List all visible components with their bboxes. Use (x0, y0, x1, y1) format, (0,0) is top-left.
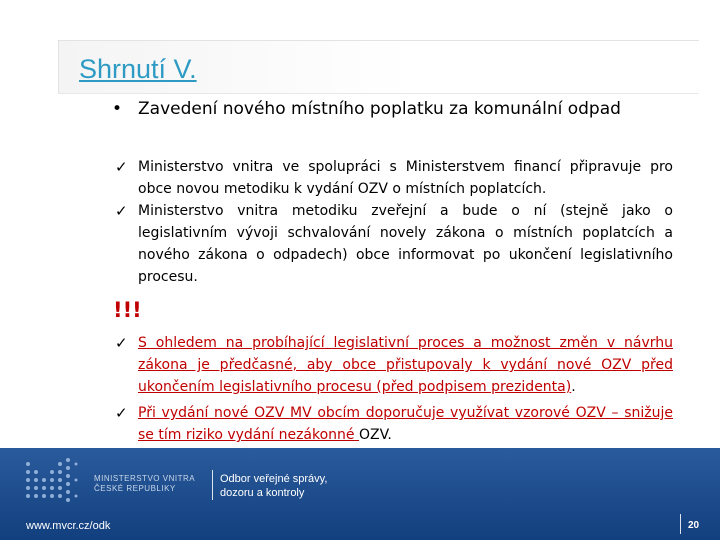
slide-title: Shrnutí V. (79, 54, 197, 84)
department-line: Odbor veřejné správy, (220, 473, 328, 485)
check-item-text: Ministerstvo vnitra metodiku zveřejní a bude o ní (stejně jako o legislativním vývoji schvalování novely zákona o místních poplatcích a nového zákona o odpadech) obce informovat po ukončení legislativního procesu. (138, 203, 673, 285)
recommendation-text: Při vydání nové OZV MV obcím doporučuje využívat vzorové OZV – snižuje se tím riziko vydání nezákonné (138, 405, 673, 443)
page-number: 20 (688, 520, 700, 531)
ministry-logo-icon (24, 456, 88, 508)
check-item (115, 156, 673, 200)
warning-tail: . (571, 379, 576, 395)
warning-text: S ohledem na probíhající legislativní proces a možnost změn v návrhu zákona je předčasné, aby obce přistupovaly k vydání nové OZV před ukončením legislativního procesu (před podpisem prezidenta) (138, 335, 673, 395)
checkmark-icon: ✓ (115, 202, 128, 220)
website-link[interactable]: www.mvcr.cz/odk (26, 520, 111, 532)
footer-bar (0, 448, 720, 540)
checkmark-icon: ✓ (115, 334, 128, 352)
divider (680, 514, 681, 534)
ministry-name (94, 474, 195, 494)
main-bullet (112, 97, 672, 122)
divider (212, 470, 213, 500)
ministry-name-line: ČESKÉ REPUBLIKY (94, 484, 176, 493)
checkmark-icon: ✓ (115, 158, 128, 176)
check-item-text (115, 332, 673, 398)
department-name (220, 472, 327, 500)
bullet-icon: • (112, 99, 123, 119)
ministry-name-line: MINISTERSTVO VNITRA (94, 474, 196, 483)
check-item (115, 332, 673, 398)
check-item-text (115, 402, 673, 446)
exclamation-marks: !!! (113, 298, 142, 322)
title-bar (58, 40, 699, 94)
check-item (115, 402, 673, 446)
check-item (115, 200, 673, 288)
check-item-text: Ministerstvo vnitra ve spolupráci s Ministerstvem financí připravuje pro obce novou metodiku k vydání OZV o místních poplatcích. (138, 159, 673, 197)
department-line: dozoru a kontroly (220, 487, 305, 499)
recommendation-tail: OZV. (358, 427, 392, 443)
checkmark-icon: ✓ (115, 404, 128, 422)
main-bullet-text: Zavedení nového místního poplatku za komunální odpad (138, 99, 621, 119)
